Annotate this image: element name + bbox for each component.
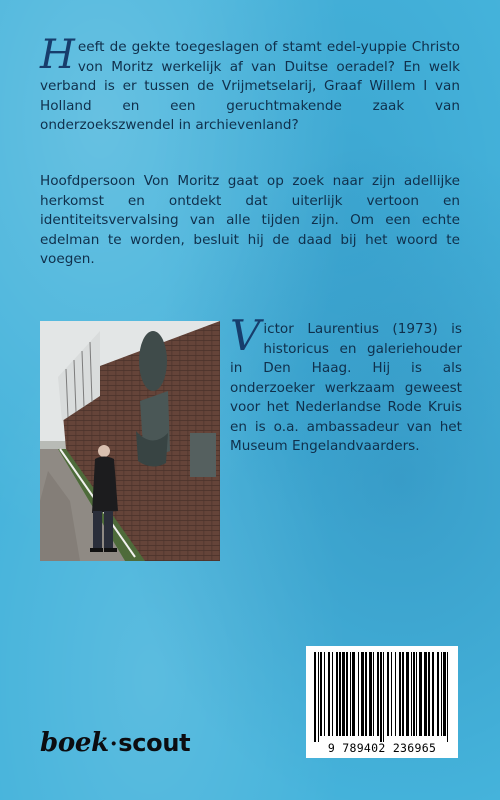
bio-text: ictor Laurentius (1973) is historicus en galeriehouder in Den Haag. Hij is als onderzoeker werkzaam geweest voor het Nederlandse Rode Kruis en is o.a. ambassadeur van het Museum Engelandvaarders. <box>230 321 462 454</box>
blurb-paragraph-1 <box>40 32 460 136</box>
publisher-logo <box>40 728 190 758</box>
author-photo <box>40 321 220 561</box>
logo-part-scout: scout <box>118 729 191 757</box>
dropcap-h: H <box>40 32 75 78</box>
blurb-paragraph-2 <box>40 172 460 270</box>
blurb-text-2: Hoofdpersoon Von Moritz gaat op zoek naar zijn adellijke herkomst en ontdekt dat uiterlijk vertoon en identiteitsvervalsing van alle tijden zijn. Om een echte edelman te worden, besluit hij de daad bij het woord te voegen. <box>40 173 460 267</box>
barcode-bars <box>306 646 458 744</box>
logo-separator: · <box>109 731 118 757</box>
isbn-barcode <box>306 646 458 758</box>
author-bio <box>230 311 462 457</box>
isbn-number: 9 789402 236965 <box>327 741 437 755</box>
logo-part-boek: boek <box>40 728 109 758</box>
dropcap-v: V <box>230 311 261 360</box>
blurb-text-1: eeft de gekte toegeslagen of stamt edel-yuppie Christo von Moritz werkelijk af van Duitse oeradel? En welk verband is er tussen de Vrijmetselarij, Graaf Willem I van Holland en een geruchtmakende zaak van onderzoekszwendel in archievenland? <box>40 39 460 133</box>
